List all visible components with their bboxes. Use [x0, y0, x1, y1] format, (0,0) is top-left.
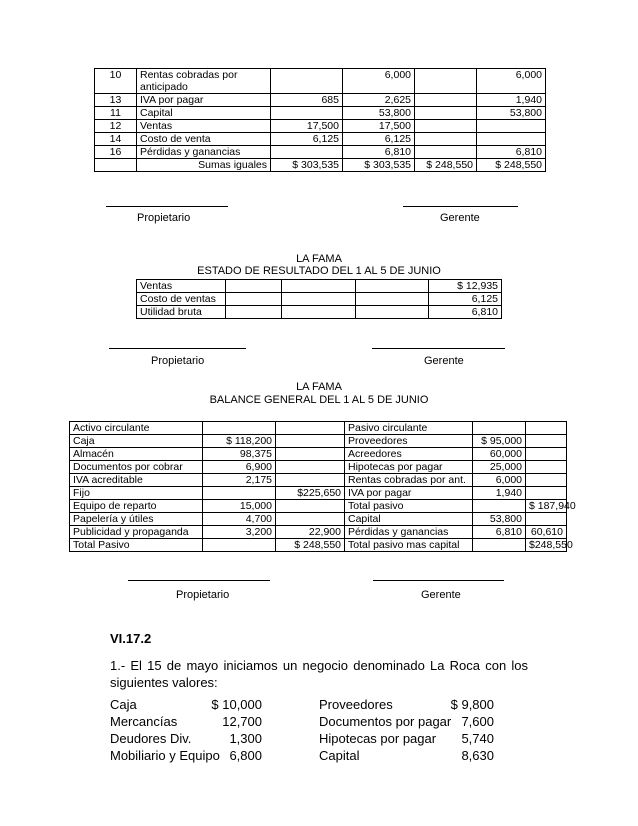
list-item: Capital	[319, 748, 360, 763]
signature-line-owner	[109, 348, 246, 349]
table-cell: Pérdidas y ganancias	[345, 526, 473, 539]
table-cell: 17,500	[271, 120, 343, 133]
table-cell	[276, 461, 345, 474]
list-item: $ 9,800	[450, 697, 494, 712]
table-cell: $ 12,935	[429, 280, 502, 293]
table-cell	[203, 539, 276, 552]
list-item: Mobiliario y Equipo	[110, 748, 220, 763]
table-cell	[203, 422, 276, 435]
table-cell: 1,940	[477, 94, 546, 107]
table-cell: Equipo de reparto	[70, 500, 203, 513]
signature-line-manager	[373, 580, 504, 581]
table-cell	[276, 513, 345, 526]
list-item: Mercancías	[110, 714, 178, 729]
table-cell: Rentas cobradas por ant.	[345, 474, 473, 487]
list-item: 6,800	[229, 748, 262, 763]
signature-line-owner	[106, 206, 228, 207]
table-cell: $248,550	[526, 539, 567, 552]
table-cell	[276, 448, 345, 461]
table-cell: Papelería y útiles	[70, 513, 203, 526]
totals-row	[95, 159, 546, 172]
list-item: $ 10,000	[211, 697, 262, 712]
table-cell	[473, 539, 526, 552]
table-row	[70, 422, 567, 435]
table-cell	[95, 159, 137, 172]
table-cell: 12	[95, 120, 137, 133]
table-cell	[276, 474, 345, 487]
list-item: 5,740	[461, 731, 494, 746]
table-cell: 6,125	[271, 133, 343, 146]
table-cell	[526, 487, 567, 500]
table-cell: Fijo	[70, 487, 203, 500]
table-cell: 6,000	[473, 474, 526, 487]
table-cell: 13	[95, 94, 137, 107]
list-item: Documentos por pagar	[319, 714, 452, 729]
signature-line-manager	[403, 206, 518, 207]
table-cell: Pasivo circulante	[345, 422, 473, 435]
list-item: Caja	[110, 697, 137, 712]
table-cell	[477, 120, 546, 133]
table-row	[70, 487, 567, 500]
table-cell	[356, 280, 429, 293]
table-cell	[526, 448, 567, 461]
table-cell: 60,000	[473, 448, 526, 461]
table-cell	[415, 94, 477, 107]
table-cell: 6,000	[343, 69, 415, 94]
table-cell	[276, 435, 345, 448]
table-cell: 53,800	[473, 513, 526, 526]
table-cell	[526, 461, 567, 474]
list-item: Deudores Div.	[110, 731, 192, 746]
table-cell	[276, 500, 345, 513]
totals-label: Sumas iguales	[137, 159, 271, 172]
totals-cell: $ 248,550	[415, 159, 477, 172]
table-cell	[526, 435, 567, 448]
table-row	[70, 448, 567, 461]
table-cell: Publicidad y propaganda	[70, 526, 203, 539]
table-cell: 2,625	[343, 94, 415, 107]
signature-label-manager: Gerente	[424, 355, 464, 367]
table-cell: $ 187,940	[526, 500, 567, 513]
table-cell: $ 248,550	[276, 539, 345, 552]
signature-line-manager	[372, 348, 505, 349]
signature-label-owner: Propietario	[176, 589, 230, 601]
table-cell: $ 95,000	[473, 435, 526, 448]
table-row	[70, 513, 567, 526]
table-cell	[226, 293, 282, 306]
table-cell: IVA acreditable	[70, 474, 203, 487]
table-cell: 6,810	[473, 526, 526, 539]
table-cell: 60,610	[526, 526, 567, 539]
table-row	[70, 526, 567, 539]
table-cell: 6,125	[429, 293, 502, 306]
table-cell: 1,940	[473, 487, 526, 500]
table-cell: 6,000	[477, 69, 546, 94]
signature-line-owner	[128, 580, 270, 581]
table-cell: 17,500	[343, 120, 415, 133]
table-cell: Total pasivo	[345, 500, 473, 513]
table-row	[137, 306, 502, 319]
totals-cell: $ 303,535	[343, 159, 415, 172]
table-cell	[356, 293, 429, 306]
table-cell: Capital	[137, 107, 271, 120]
table-cell: Activo circulante	[70, 422, 203, 435]
table-cell: 53,800	[477, 107, 546, 120]
table-cell	[282, 306, 356, 319]
table-cell: IVA por pagar	[137, 94, 271, 107]
balance-company: LA FAMA	[296, 381, 342, 393]
table-cell: Ventas	[137, 120, 271, 133]
section-heading: VI.17.2	[110, 631, 152, 646]
balance-sheet-table	[69, 421, 576, 552]
table-cell: 685	[271, 94, 343, 107]
table-cell	[271, 107, 343, 120]
table-cell	[473, 500, 526, 513]
table-cell: Proveedores	[345, 435, 473, 448]
totals-cell: $ 248,550	[477, 159, 546, 172]
table-cell	[473, 422, 526, 435]
table-cell: 3,200	[203, 526, 276, 539]
table-cell	[415, 120, 477, 133]
table-cell: Utilidad bruta	[137, 306, 226, 319]
table-row	[95, 94, 546, 107]
table-cell: Costo de ventas	[137, 293, 226, 306]
table-cell: 10	[95, 69, 137, 94]
table-cell	[226, 280, 282, 293]
signature-label-manager: Gerente	[440, 212, 480, 224]
table-cell: Acreedores	[345, 448, 473, 461]
list-item: Hipotecas por pagar	[319, 731, 437, 746]
table-cell: 11	[95, 107, 137, 120]
table-cell	[415, 133, 477, 146]
table-cell	[415, 69, 477, 94]
table-cell: 53,800	[343, 107, 415, 120]
estado-company: LA FAMA	[296, 253, 342, 265]
table-cell: 22,900	[276, 526, 345, 539]
table-cell	[226, 306, 282, 319]
table-cell: $ 118,200	[203, 435, 276, 448]
table-cell	[415, 107, 477, 120]
table-cell: Pérdidas y ganancias	[137, 146, 271, 159]
table-row	[95, 133, 546, 146]
income-statement-table	[136, 279, 502, 319]
table-row	[137, 293, 502, 306]
table-cell: $225,650	[276, 487, 345, 500]
table-cell: Costo de venta	[137, 133, 271, 146]
estado-title: ESTADO DE RESULTADO DEL 1 AL 5 DE JUNIO	[197, 265, 441, 277]
list-item: 12,700	[222, 714, 262, 729]
list-item: Proveedores	[319, 697, 393, 712]
table-cell	[282, 280, 356, 293]
table-cell: 6,810	[429, 306, 502, 319]
table-cell: Total Pasivo	[70, 539, 203, 552]
table-row	[70, 474, 567, 487]
signature-label-manager: Gerente	[421, 589, 461, 601]
table-cell: Documentos por cobrar	[70, 461, 203, 474]
table-cell: Almacén	[70, 448, 203, 461]
table-row	[70, 500, 567, 513]
table-cell: 15,000	[203, 500, 276, 513]
table-cell: 16	[95, 146, 137, 159]
signature-label-owner: Propietario	[151, 355, 205, 367]
table-cell	[271, 146, 343, 159]
totals-cell: $ 303,535	[271, 159, 343, 172]
table-cell: 2,175	[203, 474, 276, 487]
section-paragraph: 1.- El 15 de mayo iniciamos un negocio denominado La Roca con los siguientes valores:	[110, 658, 528, 690]
list-item: 8,630	[461, 748, 494, 763]
table-cell: Rentas cobradas por anticipado	[137, 69, 271, 94]
table-cell	[271, 69, 343, 94]
table-row	[95, 120, 546, 133]
table-cell: IVA por pagar	[345, 487, 473, 500]
table-cell: Ventas	[137, 280, 226, 293]
balance-title: BALANCE GENERAL DEL 1 AL 5 DE JUNIO	[209, 394, 429, 406]
table-row	[137, 280, 502, 293]
table-cell	[276, 422, 345, 435]
table-cell: 25,000	[473, 461, 526, 474]
table-cell	[477, 133, 546, 146]
table-cell	[526, 422, 567, 435]
table-row	[95, 69, 546, 94]
items-left-values	[196, 696, 262, 764]
table-row	[70, 461, 567, 474]
table-cell: 4,700	[203, 513, 276, 526]
table-cell: Capital	[345, 513, 473, 526]
table-cell: 6,810	[343, 146, 415, 159]
table-row	[70, 435, 567, 448]
table-cell	[526, 474, 567, 487]
items-right-values	[436, 696, 494, 764]
table-row	[95, 107, 546, 120]
list-item: 1,300	[229, 731, 262, 746]
table-cell: Total pasivo mas capital	[345, 539, 473, 552]
table-cell	[282, 293, 356, 306]
table-row	[70, 539, 567, 552]
table-row	[95, 146, 546, 159]
table-cell: 98,375	[203, 448, 276, 461]
table-cell: Caja	[70, 435, 203, 448]
table-cell: 6,900	[203, 461, 276, 474]
table-cell	[415, 146, 477, 159]
table-cell	[356, 306, 429, 319]
list-item: 7,600	[461, 714, 494, 729]
signature-label-owner: Propietario	[137, 212, 191, 224]
table-cell: 14	[95, 133, 137, 146]
table-cell: 6,810	[477, 146, 546, 159]
table-cell	[203, 487, 276, 500]
trial-balance-table	[94, 68, 546, 172]
table-cell	[526, 513, 567, 526]
table-cell: Hipotecas por pagar	[345, 461, 473, 474]
table-cell: 6,125	[343, 133, 415, 146]
